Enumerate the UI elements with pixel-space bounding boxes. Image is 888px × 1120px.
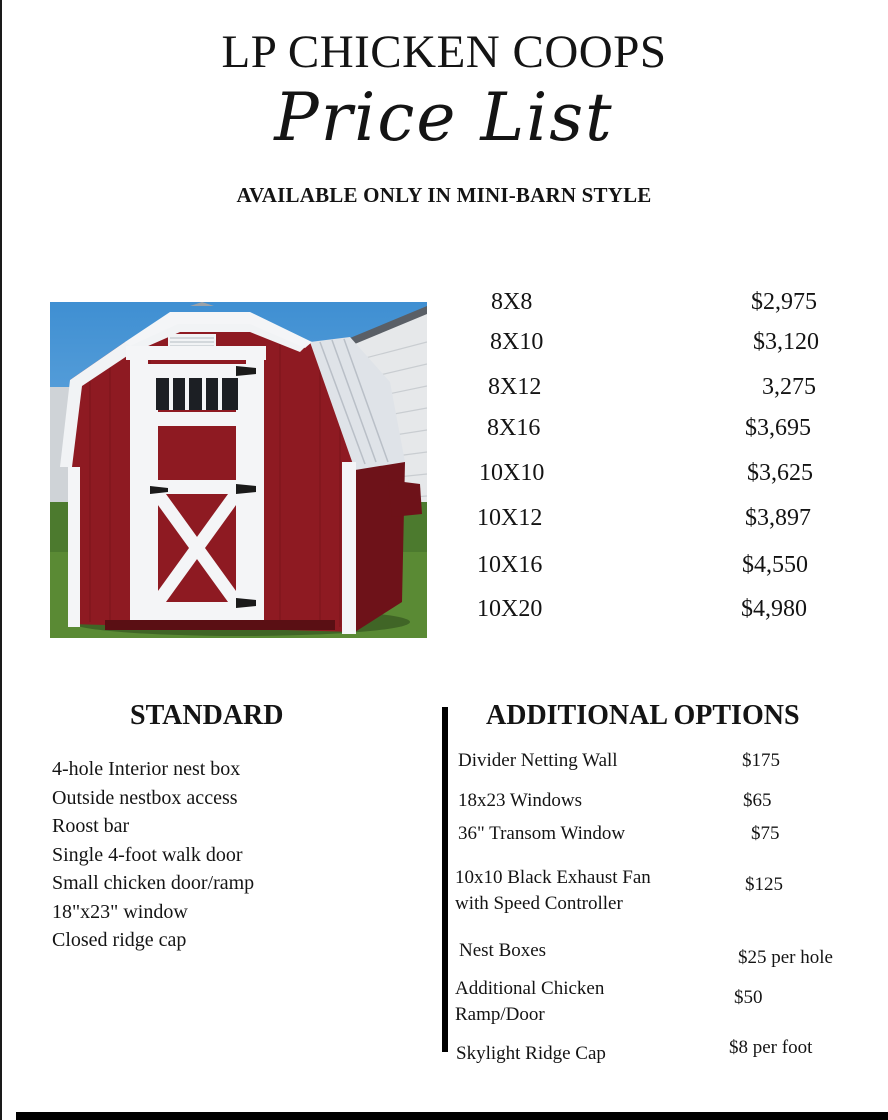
chicken-coop-photo bbox=[50, 302, 427, 638]
price-value: $3,625 bbox=[747, 460, 813, 486]
price-size: 10X20 bbox=[477, 596, 543, 622]
option-name: Divider Netting Wall bbox=[458, 750, 618, 771]
option-price: $75 bbox=[751, 823, 780, 844]
option-price: $50 bbox=[734, 987, 763, 1008]
price-value: $3,120 bbox=[753, 329, 819, 355]
page-title: LP CHICKEN COOPS bbox=[221, 26, 667, 78]
list-item: Roost bar bbox=[52, 815, 130, 837]
price-size: 8X8 bbox=[491, 289, 533, 315]
option-name: 36" Transom Window bbox=[458, 823, 626, 844]
price-size: 8X10 bbox=[490, 329, 544, 355]
footer-rule bbox=[16, 1112, 888, 1120]
list-item: Small chicken door/ramp bbox=[52, 872, 255, 894]
additional-options-heading: ADDITIONAL OPTIONS bbox=[486, 700, 800, 731]
price-value: $4,550 bbox=[742, 552, 808, 578]
standard-features-list bbox=[52, 755, 254, 955]
price-value: 3,275 bbox=[762, 374, 816, 400]
price-size: 8X16 bbox=[487, 415, 541, 441]
price-list-script-title: Price List bbox=[274, 79, 614, 156]
style-note: AVAILABLE ONLY IN MINI-BARN STYLE bbox=[236, 183, 652, 207]
option-name: Nest Boxes bbox=[459, 940, 547, 961]
price-size: 10X12 bbox=[477, 505, 543, 531]
price-value: $3,695 bbox=[745, 415, 811, 441]
option-price: $25 per hole bbox=[738, 947, 833, 968]
option-price: $65 bbox=[743, 790, 772, 811]
option-name: 18x23 Windows bbox=[458, 790, 582, 811]
list-item: Closed ridge cap bbox=[52, 929, 187, 951]
price-size: 10X16 bbox=[477, 552, 543, 578]
list-item: Outside nestbox access bbox=[52, 786, 238, 809]
option-name: Skylight Ridge Cap bbox=[456, 1043, 606, 1064]
price-value: $4,980 bbox=[741, 596, 807, 622]
list-item: Single 4-foot walk door bbox=[52, 843, 243, 866]
page-border-left bbox=[0, 0, 2, 1120]
price-value: $3,897 bbox=[745, 505, 811, 531]
option-price: $8 per foot bbox=[729, 1037, 813, 1058]
price-value: $2,975 bbox=[751, 289, 817, 315]
option-name-line2: Ramp/Door bbox=[455, 1004, 545, 1025]
option-price: $175 bbox=[742, 750, 780, 771]
list-item: 4-hole Interior nest box bbox=[52, 758, 241, 780]
standard-heading: STANDARD bbox=[130, 700, 284, 731]
price-size: 10X10 bbox=[479, 460, 545, 486]
option-price: $125 bbox=[745, 874, 783, 895]
option-name-line2: with Speed Controller bbox=[455, 893, 623, 914]
price-size: 8X12 bbox=[488, 374, 542, 400]
option-name: Additional Chicken bbox=[455, 978, 605, 999]
option-name: 10x10 Black Exhaust Fan bbox=[455, 867, 651, 888]
list-item: 18"x23" window bbox=[52, 900, 188, 923]
section-divider bbox=[442, 707, 448, 1052]
